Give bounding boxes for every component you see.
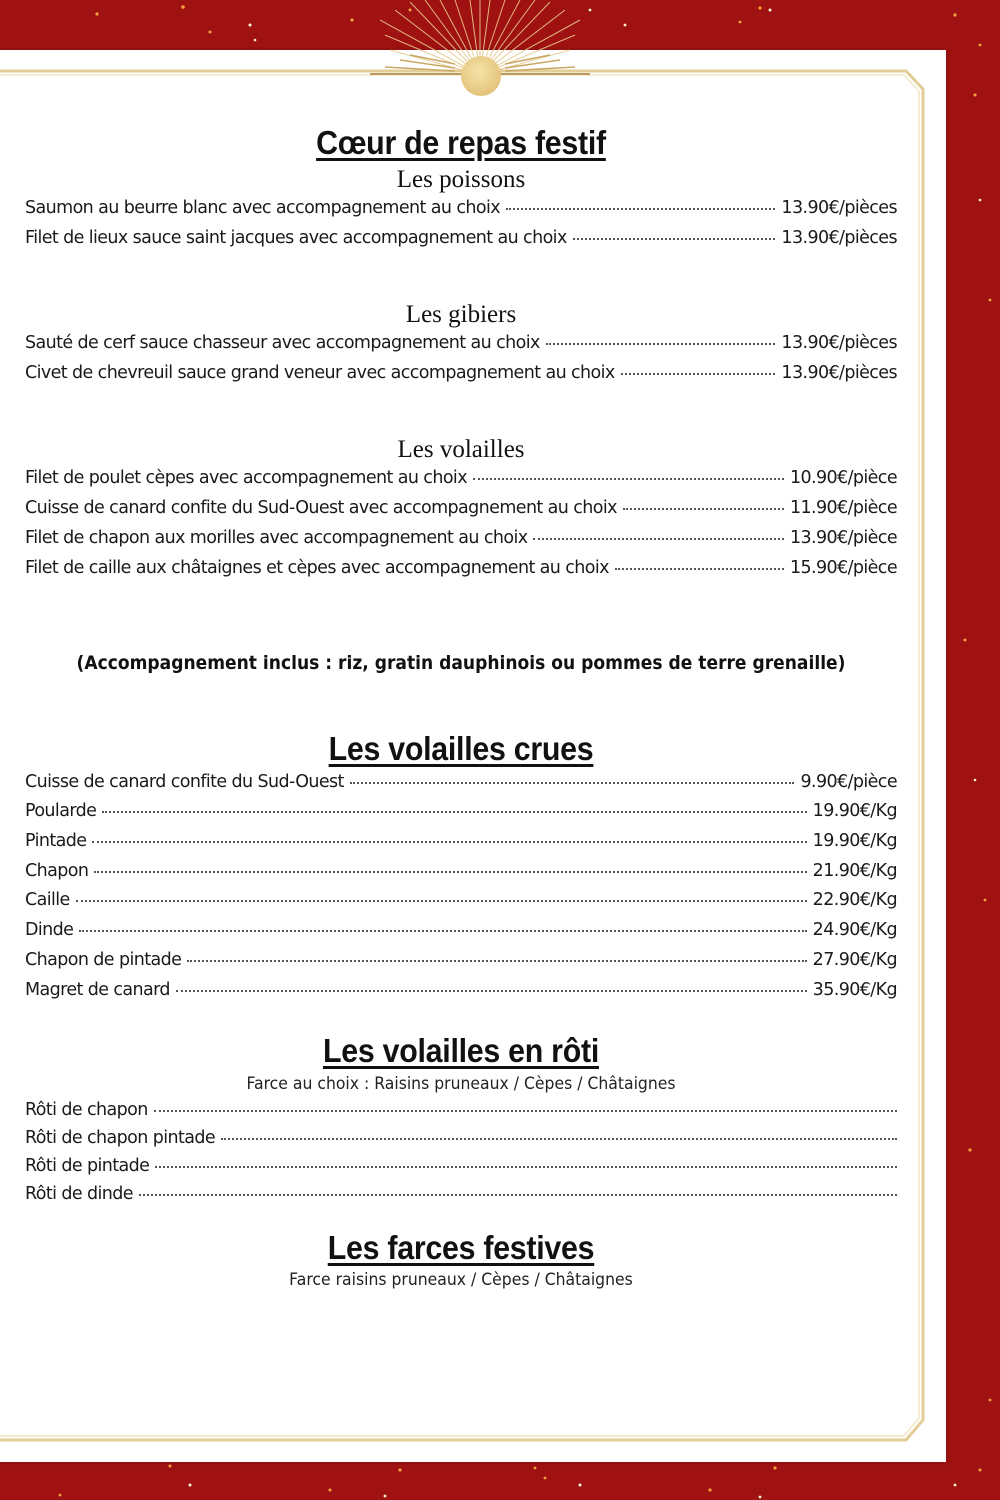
item-price: 10.90€/pièce xyxy=(789,468,897,488)
menu-item xyxy=(25,498,897,526)
dot-leader xyxy=(350,782,795,784)
dot-leader xyxy=(92,841,806,843)
menu-item xyxy=(25,1156,897,1184)
item-price: 19.90€/Kg xyxy=(812,801,897,821)
item-name: Magret de canard xyxy=(25,980,170,1000)
dot-leader xyxy=(102,811,806,813)
group-title-gibiers: Les gibiers xyxy=(405,301,517,328)
menu-item xyxy=(25,228,897,256)
item-price: 11.90€/pièce xyxy=(789,498,897,518)
menu-item xyxy=(25,831,897,859)
section-title-volailles-crues: Les volailles crues xyxy=(328,730,594,767)
item-price: 9.90€/pièce xyxy=(800,772,897,792)
item-name: Chapon de pintade xyxy=(25,950,182,970)
dot-leader xyxy=(76,900,807,902)
dot-leader xyxy=(221,1138,897,1140)
item-name: Rôti de chapon xyxy=(25,1100,148,1120)
stuffing-choice-note: Farce au choix : Raisins pruneaux / Cèpes / Châtaignes xyxy=(246,1074,676,1094)
item-price: 19.90€/Kg xyxy=(812,831,897,851)
menu-item xyxy=(25,363,897,391)
item-price: 13.90€/pièce xyxy=(789,528,897,548)
item-name: Civet de chevreuil sauce grand veneur avec accompagnement au choix xyxy=(25,363,615,383)
menu-item xyxy=(25,333,897,361)
menu-item xyxy=(25,920,897,948)
dot-leader xyxy=(615,568,784,570)
item-name: Dinde xyxy=(25,920,74,940)
item-name: Rôti de pintade xyxy=(25,1156,150,1176)
menu-item xyxy=(25,468,897,496)
dot-leader xyxy=(573,238,776,240)
dot-leader xyxy=(176,990,807,992)
item-name: Pintade xyxy=(25,831,87,851)
dot-leader xyxy=(546,343,776,345)
item-name: Rôti de chapon pintade xyxy=(25,1128,216,1148)
menu-item xyxy=(25,558,897,586)
menu-item xyxy=(25,772,897,800)
dot-leader xyxy=(506,208,775,210)
dot-leader xyxy=(155,1166,897,1168)
menu-item xyxy=(25,950,897,978)
item-price: 21.90€/Kg xyxy=(812,861,897,881)
item-price: 13.90€/pièces xyxy=(781,198,897,218)
item-name: Caille xyxy=(25,890,70,910)
item-name: Filet de poulet cèpes avec accompagnement au choix xyxy=(25,468,467,488)
section-title-coeur-de-repas: Cœur de repas festif xyxy=(316,124,606,161)
item-name: Filet de caille aux châtaignes et cèpes avec accompagnement au choix xyxy=(25,558,609,578)
item-price: 15.90€/pièce xyxy=(789,558,897,578)
item-name: Filet de lieux sauce saint jacques avec accompagnement au choix xyxy=(25,228,567,248)
dot-leader xyxy=(621,373,776,375)
dot-leader xyxy=(79,930,806,932)
item-name: Saumon au beurre blanc avec accompagnement au choix xyxy=(25,198,500,218)
item-price: 13.90€/pièces xyxy=(781,363,897,383)
item-name: Sauté de cerf sauce chasseur avec accompagnement au choix xyxy=(25,333,540,353)
group-title-volailles: Les volailles xyxy=(397,436,525,463)
menu-item xyxy=(25,528,897,556)
item-price: 13.90€/pièces xyxy=(781,228,897,248)
item-name: Cuisse de canard confite du Sud-Ouest xyxy=(25,772,344,792)
dot-leader xyxy=(139,1194,897,1196)
menu-item xyxy=(25,890,897,918)
menu-item xyxy=(25,1184,897,1212)
accompaniment-note: (Accompagnement inclus : riz, gratin dauphinois ou pommes de terre grenaille) xyxy=(76,652,846,674)
menu-item xyxy=(25,198,897,226)
item-price: 13.90€/pièces xyxy=(781,333,897,353)
menu-item xyxy=(25,980,897,1008)
section-title-volailles-en-roti: Les volailles en rôti xyxy=(323,1032,599,1069)
menu-item xyxy=(25,861,897,889)
dot-leader xyxy=(473,478,784,480)
stuffing-list: Farce raisins pruneaux / Cèpes / Châtaignes xyxy=(289,1270,633,1290)
item-price: 35.90€/Kg xyxy=(812,980,897,1000)
item-name: Cuisse de canard confite du Sud-Ouest avec accompagnement au choix xyxy=(25,498,617,518)
item-price: 24.90€/Kg xyxy=(812,920,897,940)
dot-leader xyxy=(533,538,783,540)
dot-leader xyxy=(623,508,784,510)
menu-item xyxy=(25,801,897,829)
menu-item xyxy=(25,1128,897,1156)
menu-item xyxy=(25,1100,897,1128)
item-name: Poularde xyxy=(25,801,97,821)
section-title-farces-festives: Les farces festives xyxy=(327,1229,595,1266)
item-price: 22.90€/Kg xyxy=(812,890,897,910)
dot-leader xyxy=(187,960,806,962)
item-name: Filet de chapon aux morilles avec accompagnement au choix xyxy=(25,528,528,548)
dot-leader xyxy=(154,1110,897,1112)
group-title-poissons: Les poissons xyxy=(396,166,526,193)
item-name: Rôti de dinde xyxy=(25,1184,133,1204)
dot-leader xyxy=(94,871,806,873)
item-price: 27.90€/Kg xyxy=(812,950,897,970)
item-name: Chapon xyxy=(25,861,89,881)
